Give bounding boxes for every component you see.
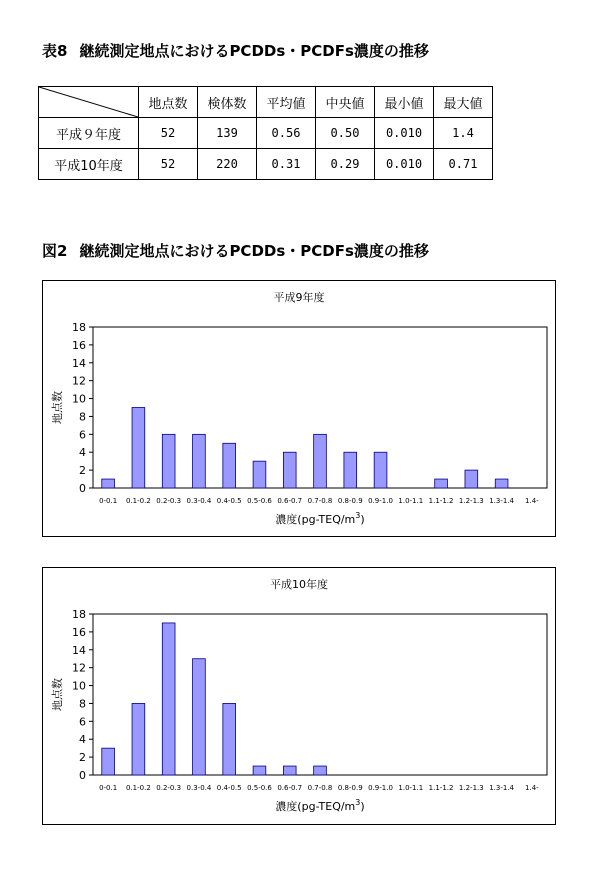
x-tick-label: 1.0-1.1 [398,497,424,505]
bar [253,766,266,775]
y-tick-label: 0 [79,769,86,782]
bar [102,748,115,775]
bar [193,659,206,775]
y-tick-label: 10 [72,679,86,693]
y-tick-label: 0 [79,482,86,495]
x-tick-label: 0.8-0.9 [337,497,363,505]
y-axis-label: 地点数 [51,678,64,711]
x-tick-label: 0.6-0.7 [277,784,303,792]
cell-mean: 0.31 [257,149,316,180]
x-tick-label: 0.6-0.7 [277,497,303,505]
bar [344,452,357,488]
y-tick-label: 6 [79,715,86,729]
bar [223,443,236,488]
x-axis-label-close: ) [360,513,365,526]
table-8-label: 表8 [42,42,68,60]
x-axis-label-main: 濃度(pg-TEQ/m [275,800,356,813]
x-tick-label: 0.3-0.4 [186,784,212,792]
x-tick-label: 0.2-0.3 [156,497,182,505]
x-axis-label-main: 濃度(pg-TEQ/m [275,513,356,526]
x-tick-label: 0.9-1.0 [368,497,393,505]
bar [283,452,296,488]
x-tick-label: 1.4- [525,784,539,792]
chart-h9 [42,280,556,537]
x-axis-label-sup: 3 [355,511,361,520]
chart-h9-svg [43,281,555,536]
x-tick-label: 0-0.1 [99,497,118,505]
header-max: 最大値 [434,87,493,118]
x-tick-label: 0.7-0.8 [307,784,333,792]
table-8-title-text: 継続測定地点におけるPCDDs・PCDFs濃度の推移 [79,42,429,60]
header-median: 中央値 [316,87,375,118]
x-tick-label: 1.1-1.2 [428,784,454,792]
y-tick-label: 8 [79,410,86,424]
table-row [39,118,493,149]
bar [132,703,145,775]
bar [253,461,266,488]
x-tick-label: 0.5-0.6 [247,784,272,792]
y-tick-label: 14 [72,643,86,657]
x-tick-label: 1.1-1.2 [428,497,454,505]
x-tick-label: 0.5-0.6 [247,497,272,505]
x-tick-label: 0.9-1.0 [368,784,393,792]
bar [435,479,448,488]
cell-max: 1.4 [434,118,493,149]
chart-title: 平成10年度 [270,578,328,591]
cell-median: 0.29 [316,149,375,180]
x-tick-label: 1.4- [525,497,539,505]
x-axis-label [275,798,364,813]
x-tick-label: 0.3-0.4 [186,497,212,505]
x-tick-label: 0-0.1 [99,784,118,792]
y-tick-label: 10 [72,392,86,406]
figure-2-title [42,240,429,261]
bar [374,452,387,488]
cell-median: 0.50 [316,118,375,149]
x-tick-label: 1.3-1.4 [489,784,514,792]
cell-mean: 0.56 [257,118,316,149]
cell-max: 0.71 [434,149,493,180]
bar [102,479,115,488]
y-tick-label: 6 [79,428,86,442]
cell-min: 0.010 [375,149,434,180]
y-axis-label: 地点数 [51,391,64,424]
header-min: 最小値 [375,87,434,118]
table-corner-cell [39,87,139,118]
cell-samples: 220 [198,149,257,180]
y-tick-label: 4 [79,446,86,460]
bar [162,434,175,488]
diagonal-line [39,87,138,117]
bar [162,623,175,775]
cell-min: 0.010 [375,118,434,149]
chart-h10-svg [43,568,555,824]
concentration-table [38,86,493,180]
x-tick-label: 0.1-0.2 [126,497,151,505]
y-tick-label: 12 [72,374,86,388]
x-tick-label: 0.4-0.5 [216,497,242,505]
bar [193,434,206,488]
table-header-row [39,87,493,118]
y-tick-label: 14 [72,356,86,370]
x-tick-label: 0.1-0.2 [126,784,151,792]
x-tick-label: 0.8-0.9 [337,784,363,792]
plot-area [93,614,547,775]
bar [283,766,296,775]
chart-title: 平成9年度 [273,291,325,304]
y-tick-label: 12 [72,661,86,675]
chart-h10 [42,567,556,825]
row-label: 平成10年度 [39,149,139,180]
y-tick-label: 2 [79,464,86,478]
bar [314,434,327,488]
bar [495,479,508,488]
row-label: 平成９年度 [39,118,139,149]
bar [465,470,478,488]
header-sites: 地点数 [139,87,198,118]
y-tick-label: 18 [72,321,86,334]
header-mean: 平均値 [257,87,316,118]
bar [314,766,327,775]
bar [223,703,236,775]
cell-sites: 52 [139,149,198,180]
y-tick-label: 4 [79,733,86,747]
x-tick-label: 1.3-1.4 [489,497,514,505]
x-axis-label [275,511,364,526]
cell-samples: 139 [198,118,257,149]
header-samples: 検体数 [198,87,257,118]
table-row [39,149,493,180]
y-tick-label: 8 [79,697,86,711]
x-tick-label: 1.0-1.1 [398,784,424,792]
table-8-title [42,40,429,61]
x-tick-label: 1.2-1.3 [458,497,484,505]
y-tick-label: 18 [72,608,86,621]
y-tick-label: 16 [72,338,86,352]
y-tick-label: 16 [72,625,86,639]
bar [132,408,145,489]
x-axis-label-close: ) [360,800,365,813]
x-tick-label: 1.2-1.3 [458,784,484,792]
y-tick-label: 2 [79,751,86,765]
figure-2-title-text: 継続測定地点におけるPCDDs・PCDFs濃度の推移 [79,242,429,260]
x-tick-label: 0.2-0.3 [156,784,182,792]
figure-2-label: 図2 [42,242,68,260]
x-tick-label: 0.4-0.5 [216,784,242,792]
x-tick-label: 0.7-0.8 [307,497,333,505]
x-axis-label-sup: 3 [355,798,361,807]
cell-sites: 52 [139,118,198,149]
